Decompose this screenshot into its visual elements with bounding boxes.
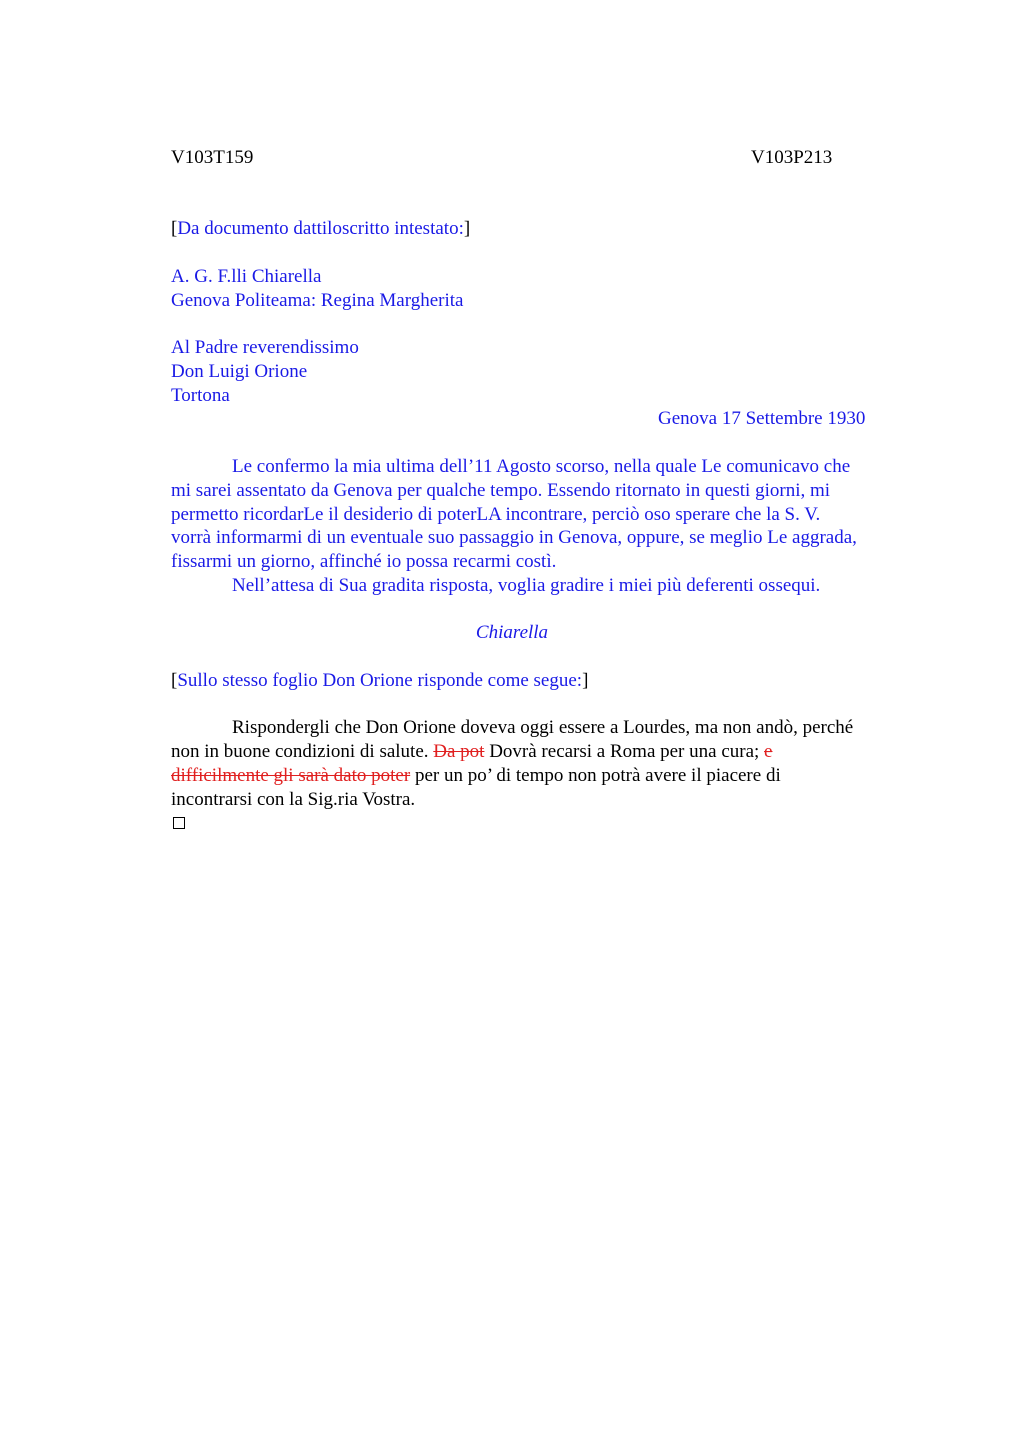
- recipient-line: Tortona: [171, 385, 230, 406]
- document-code-left: V103T159: [171, 147, 254, 168]
- bracket-close: ]: [463, 218, 471, 239]
- signature: Chiarella: [475, 622, 549, 643]
- deleted-text: difficilmente gli sarà dato poter: [171, 765, 411, 786]
- body-line: fissarmi un giorno, affinché io possa recarmi costì.: [171, 551, 557, 572]
- bracket-open: [: [171, 218, 178, 239]
- reply-note-text: Sullo stesso foglio Don Orione risponde come segue:: [177, 670, 583, 691]
- body-line: Le confermo la mia ultima dell’11 Agosto scorso, nella quale Le comunicavo che: [232, 456, 851, 477]
- reply-text: non in buone condizioni di salute.: [171, 741, 434, 762]
- body-line: vorrà informarmi di un eventuale suo passaggio in Genova, oppure, se meglio Le aggrada,: [171, 527, 857, 548]
- letter-date: Genova 17 Settembre 1930: [658, 408, 866, 429]
- reply-note: [171, 669, 588, 693]
- deleted-text: Da pot: [433, 741, 485, 762]
- end-marker-box: [173, 817, 185, 829]
- source-note: [171, 217, 470, 241]
- recipient-line: Don Luigi Orione: [171, 361, 308, 382]
- recipient-line: Al Padre reverendissimo: [171, 337, 359, 358]
- bracket-open: [: [171, 670, 178, 691]
- body-line: mi sarei assentato da Genova per qualche tempo. Essendo ritornato in questi giorni, mi: [171, 480, 831, 501]
- reply-line: Rispondergli che Don Orione doveva oggi essere a Lourdes, ma non andò, perché: [232, 717, 854, 738]
- bracket-close: ]: [582, 670, 589, 691]
- document-code-right: V103P213: [751, 147, 833, 168]
- letterhead-address: Genova Politeama: Regina Margherita: [171, 290, 464, 311]
- reply-text: Dovrà recarsi a Roma per una cura;: [484, 741, 765, 762]
- reply-text: per un po’ di tempo non potrà avere il piacere di: [410, 765, 781, 786]
- source-note-text: Da documento dattiloscritto intestato:: [177, 218, 464, 239]
- reply-line: incontrarsi con la Sig.ria Vostra.: [171, 789, 416, 810]
- closing-line: Nell’attesa di Sua gradita risposta, voglia gradire i miei più deferenti ossequi.: [232, 575, 821, 596]
- reply-line: [171, 740, 772, 764]
- reply-line: [171, 764, 781, 788]
- body-line: permetto ricordarLe il desiderio di poterLA incontrare, perciò oso sperare che la S. V.: [171, 504, 821, 525]
- deleted-text: e: [764, 741, 773, 762]
- letterhead-company: A. G. F.lli Chiarella: [171, 266, 322, 287]
